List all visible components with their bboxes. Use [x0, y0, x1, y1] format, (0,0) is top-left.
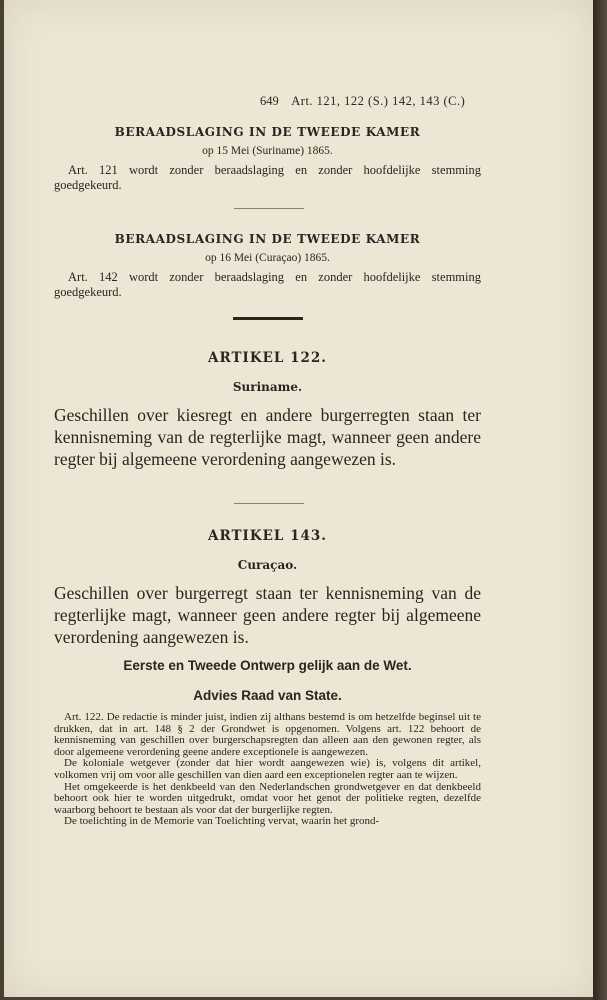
section-title: BERAADSLAGING IN DE TWEEDE KAMER	[114, 232, 421, 246]
beraadslaging-suriname	[54, 125, 481, 193]
advies-paragraph: Het omgekeerde is het denkbeeld van den Nederlandschen grondwetgever en dat denkbeeld behoort ook hier te worden uitgedrukt, omdat voor het genot der politieke regten, dezelfde waarborg behoort te bestaan als voor dat der burgerlijke regten.	[54, 780, 481, 816]
divider	[234, 208, 304, 209]
document-page	[4, 0, 593, 997]
advies-paragraph: De toelichting in de Memorie van Toelichting vervat, waarin het grond-	[64, 815, 380, 828]
running-head	[260, 94, 486, 109]
divider	[234, 503, 304, 504]
article-143	[54, 528, 481, 648]
page-number: 649	[260, 94, 279, 108]
section-text: Art. 121 wordt zonder beraadslaging en zonder hoofdelijke stemming goedgekeurd.	[54, 163, 481, 192]
thick-divider	[233, 317, 303, 320]
article-references: Art. 121, 122 (S.) 142, 143 (C.)	[291, 94, 466, 108]
article-heading: ARTIKEL 122.	[208, 350, 327, 366]
article-text: Geschillen over burgerregt staan ter kennisneming van de regterlijke magt, wanneer geen andere regter bij algemeene verordening aangewezen is.	[54, 583, 481, 647]
advies-text	[54, 712, 481, 828]
section-title: BERAADSLAGING IN DE TWEEDE KAMER	[114, 125, 421, 139]
article-text: Geschillen over kiesregt en andere burgerregten staan ter kennisneming van de regterlijke magt, wanneer geen andere regter bij algemeene verordening aangewezen is.	[54, 405, 481, 469]
advies-paragraph: Art. 122. De redactie is minder juist, indien zij althans bestemd is om hetzelfde beginsel uit te drukken, dat in art. 148 § 2 der Grondwet is opgenomen. Volgens art. 122 behoort de kennisneming van geschillen over burgerschapsregten dan alleen aan den gewonen regter, als door algemeene verordening geene andere exceptionele is aangewezen.	[54, 711, 481, 758]
article-place: Curaçao.	[237, 558, 298, 572]
advies-heading: Advies Raad van State.	[193, 688, 342, 703]
section-text: Art. 142 wordt zonder beraadslaging en zonder hoofdelijke stemming goedgekeurd.	[54, 270, 481, 299]
advies-paragraph: De koloniale wetgever (zonder dat hier wordt aangewezen wie) is, volgens dit artikel, volkomen vrij om voor alle geschillen van dien aard een exceptionelen regter aan te wijzen.	[54, 757, 481, 781]
beraadslaging-curacao	[54, 232, 481, 300]
section-subtitle: op 15 Mei (Suriname) 1865.	[202, 145, 333, 157]
book-edge	[593, 0, 607, 1000]
article-heading: ARTIKEL 143.	[208, 528, 327, 544]
article-122	[54, 350, 481, 470]
section-subtitle: op 16 Mei (Curaçao) 1865.	[205, 252, 330, 264]
ontwerp-heading: Eerste en Tweede Ontwerp gelijk aan de Wet.	[123, 658, 412, 673]
article-place: Suriname.	[232, 380, 303, 394]
